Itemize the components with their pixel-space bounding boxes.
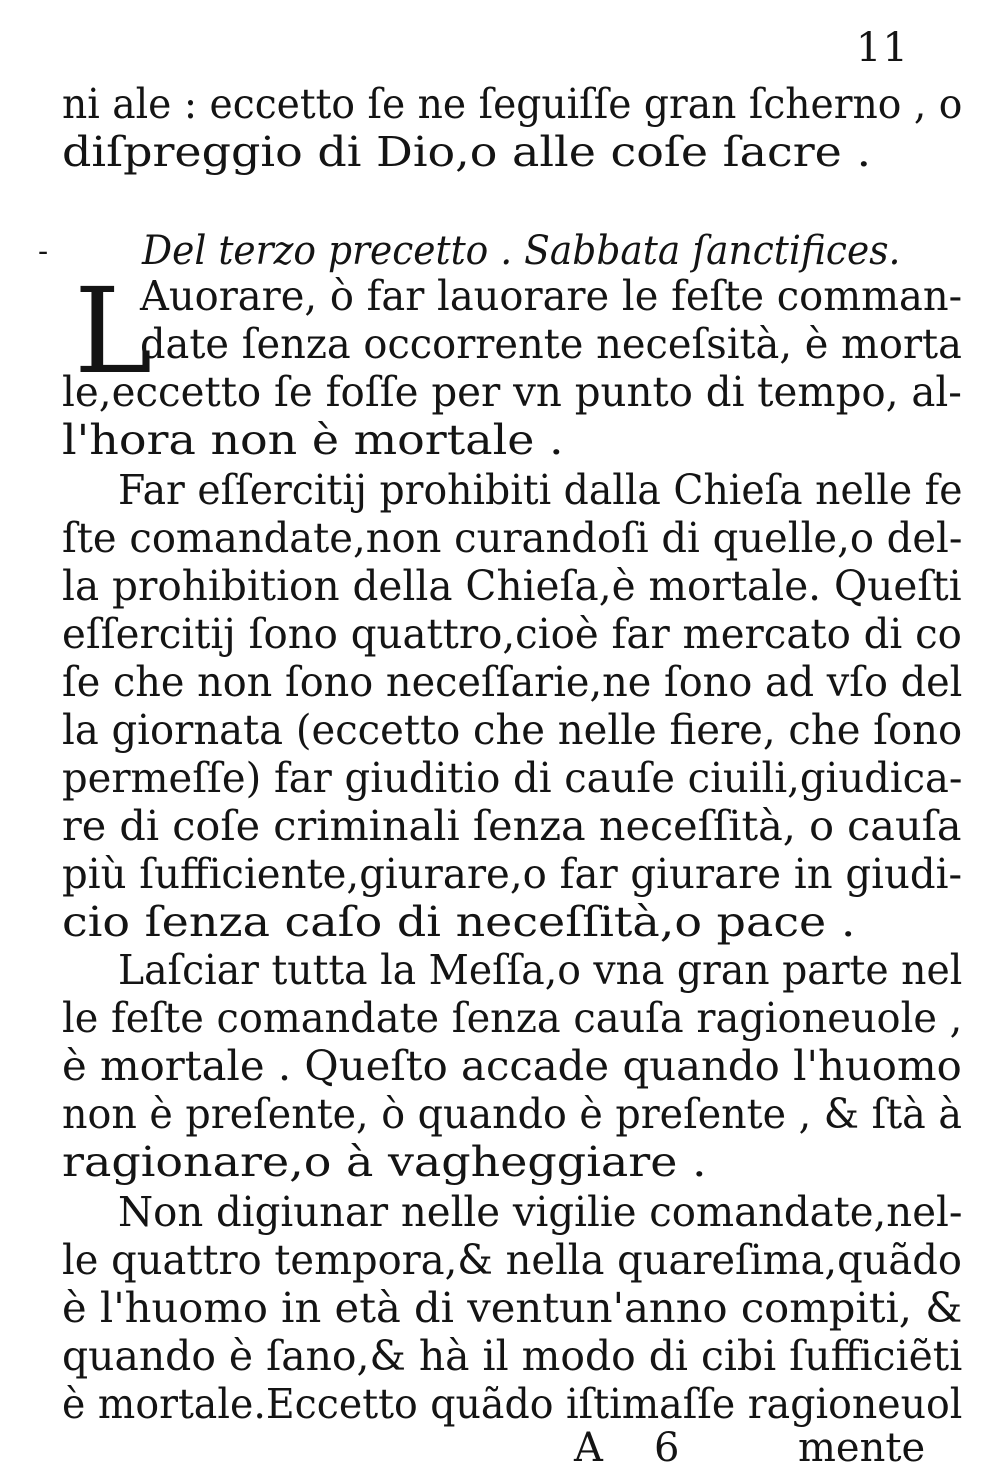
body-line: ſe che non ſono neceſſarie,ne ſono ad vſo del [62,658,963,706]
text-line-1: ni ale : eccetto ſe ne ſeguiſſe gran ſcherno , o [62,80,963,128]
body-line: quando è ſano,& hà il modo di cibi ſufficiẽti [62,1332,963,1380]
signature-number: 6 [654,1425,680,1471]
signature-mark: A [574,1425,603,1471]
body-line: re di coſe criminali ſenza neceſſità, o cauſa [62,802,962,850]
body-line: le,eccetto ſe foſſe per vn punto di tempo, al- [62,368,962,416]
body-line: eſſercitij ſono quattro,cioè far mercato di co [62,610,962,658]
body-line: è l'huomo in età di ventun'anno compiti, & [62,1284,963,1332]
body-line: Far eſſercitij prohibiti dalla Chieſa nelle fe [118,466,963,514]
body-line: le quattro tempora,& nella quareſima,quãdo [62,1236,962,1284]
body-line: l'hora non è mortale . [62,416,564,464]
section-heading: Del terzo precetto . Sabbata ſanctifices. [142,228,901,274]
body-line: le feſte comandate ſenza cauſa ragioneuole , [62,994,963,1042]
body-line: non è preſente, ò quando è preſente , & ſtà à [62,1090,962,1138]
margin-dash: - [38,234,49,269]
body-line: la giornata (eccetto che nelle fiere, che ſono [62,706,963,754]
page-number: 11 [856,25,909,71]
body-line: Laſciar tutta la Meſſa,o vna gran parte nel [118,946,963,994]
initial-letter: L [74,262,153,400]
body-line: ſte comandate,non curandoſi di quelle,o del- [62,514,963,562]
body-line: Auorare, ò far lauorare le feſte comman- [140,272,963,320]
body-line: date ſenza occorrente neceſsità, è morta [140,320,962,368]
catchword: mente [798,1425,926,1471]
body-line: permeſſe) far giuditio di cauſe ciuili,giudica- [62,754,963,802]
body-line: la prohibition della Chieſa,è mortale. Queſti [62,562,962,610]
body-line: più ſufficiente,giurare,o far giurare in giudi- [62,850,963,898]
body-line: ragionare,o à vagheggiare . [62,1138,707,1186]
text-line-2: diſpreggio di Dio,o alle coſe ſacre . [62,128,872,176]
body-line: è mortale . Queſto accade quando l'huomo [62,1042,962,1090]
body-line: è mortale.Eccetto quãdo iſtimaſſe ragioneuol [62,1380,963,1428]
body-line: cio ſenza caſo di neceſſità,o pace . [62,898,856,946]
body-line: Non digiunar nelle vigilie comandate,nel- [118,1188,963,1236]
